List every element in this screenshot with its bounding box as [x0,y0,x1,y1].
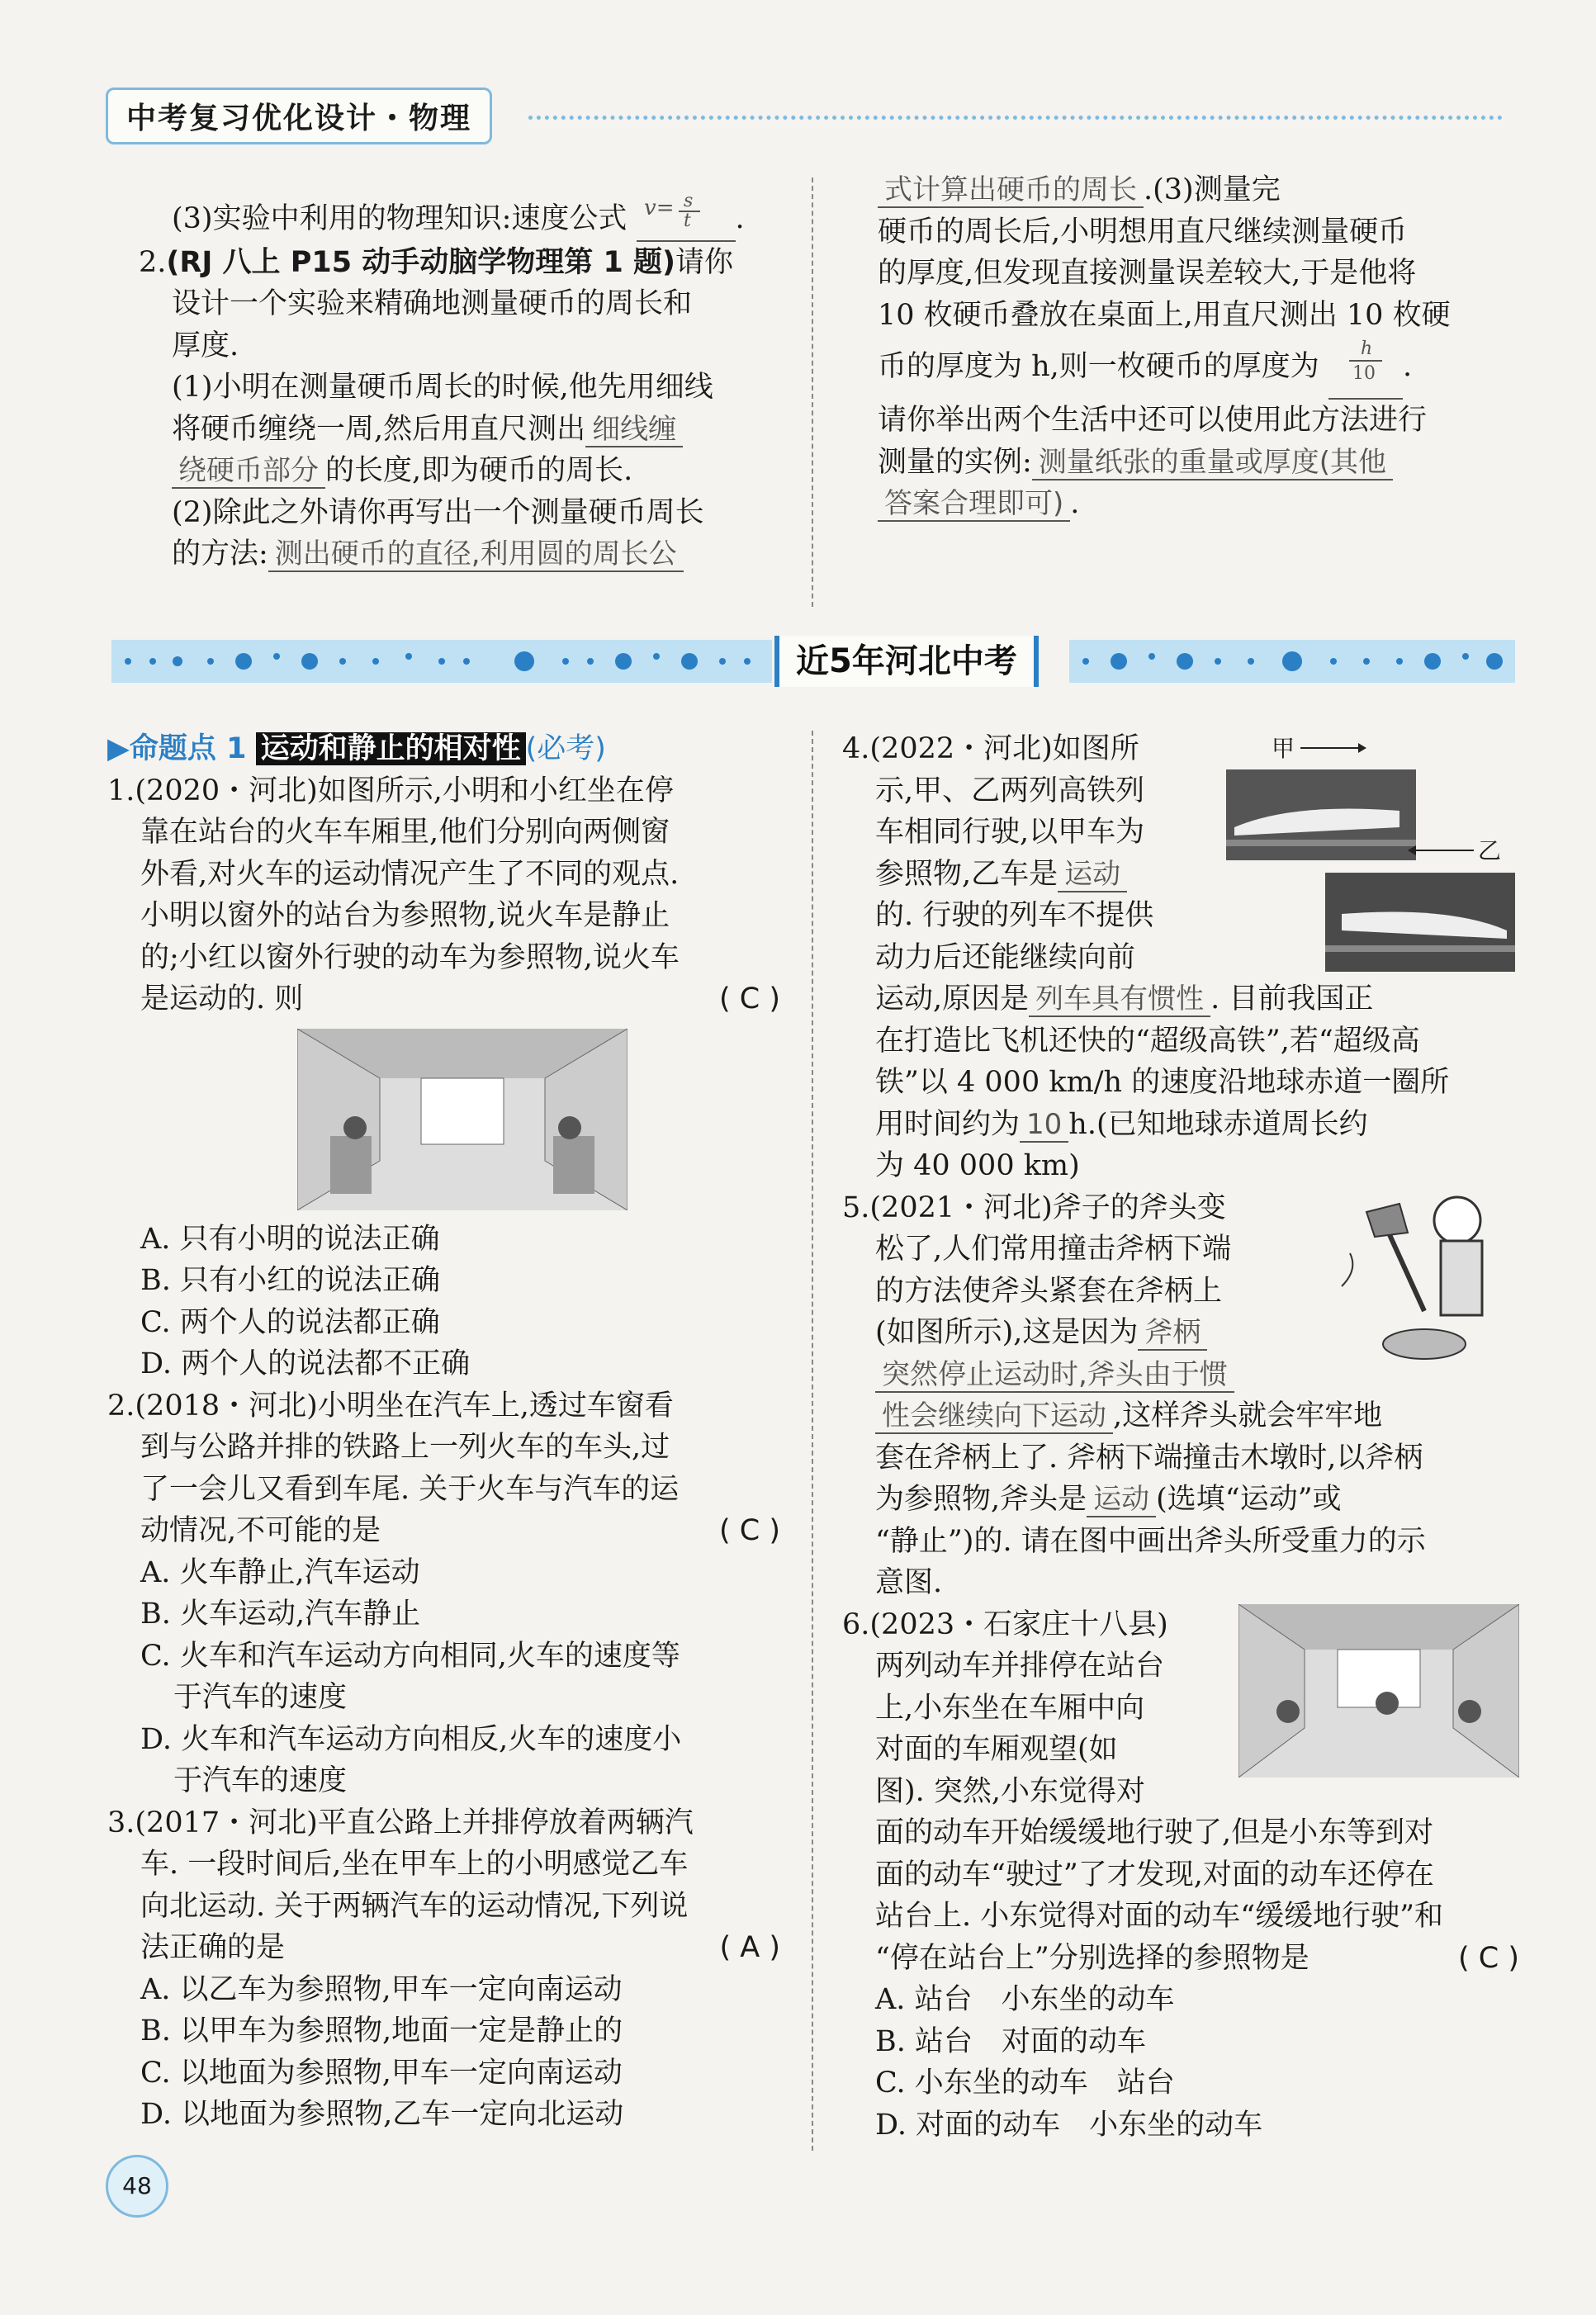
answer: 测量纸张的重量或厚度(其他 [1032,446,1393,481]
train-label-jia: 甲 [1272,735,1295,762]
punct: . [1402,350,1413,383]
q-text: . 目前我国正 [1210,982,1374,1015]
q-text: .(3)测量完 [1144,173,1281,206]
q-text: 是运动的. 则 [140,982,304,1015]
train-label-yi: 乙 [1478,837,1502,864]
q-text: 的长度,即为硬币的周长. [325,454,633,487]
q5-text-block [842,1187,1313,1396]
option: A. 火车静止,汽车运动 [140,1555,420,1589]
q-text: 法正确的是 [140,1931,286,1964]
q-text: 厚度. [172,329,239,362]
option: D. 两个人的说法都不正确 [140,1347,471,1380]
q-number: 2. [139,245,167,279]
option: C. 小东坐的动车 站台 [875,2066,1175,2100]
topic-heading [107,728,780,770]
option: C. 火车和汽车运动方向相同,火车的速度等 [140,1639,680,1673]
option: D. 以地面为参照物,乙车一定向北运动 [140,2098,624,2131]
svg-text:v=: v= [643,196,674,220]
q6-block [842,1604,1519,1813]
q4-text-block [842,728,1205,978]
topic-note: (必考) [525,732,606,765]
q-text: 动情况,不可能的是 [140,1514,381,1547]
answer: 绕硬币部分 [172,454,325,489]
q4-block [842,728,1519,978]
answer: 细线缠 [585,413,683,447]
q-text: 铁”以 4 000 km/h 的速度沿地球赤道一圈所 [875,1066,1450,1099]
option: D. 火车和汽车运动方向相反,火车的速度小 [140,1722,682,1756]
q-text: 外看,对火车的运动情况产生了不同的观点. [140,857,680,891]
banner-decoration-right [1069,640,1515,683]
q-text: h.(已知地球赤道周长约 [1068,1107,1368,1141]
q-text: 的;小红以窗外行驶的动车为参照物,说火车 [140,940,680,974]
punct: . [1070,487,1080,520]
q-text: 在打造比飞机还快的“超级高铁”,若“超级高 [875,1024,1420,1058]
q-text: 面的动车开始缓缓地行驶了,但是小东等到对 [875,1816,1434,1849]
q-text: 的. 行驶的列车不提供 [875,899,1154,932]
q-text: 车相同行驶,以甲车为 [875,816,1145,849]
q-text: 靠在站台的火车车厢里,他们分别向两侧窗 [140,816,670,849]
answer: 突然停止运动时,斧头由于惯 [875,1358,1234,1393]
answer-choice: ( C ) [1458,1941,1519,1975]
q-text: 5.(2021・河北)斧子的斧头变 [842,1191,1226,1224]
option: B. 只有小红的说法正确 [140,1264,440,1297]
option: 于汽车的速度 [173,1681,348,1714]
header-dotted-rule [528,116,1503,120]
q-text: (选填“运动”或 [1156,1483,1342,1516]
answer-choice: ( C ) [719,1514,780,1547]
top-right-column [878,169,1522,525]
option: 于汽车的速度 [173,1764,348,1797]
q-text: 两列动车并排停在站台 [875,1650,1165,1683]
q-text: 套在斧柄上了. 斧柄下端撞击木墩时,以斧柄 [875,1441,1423,1475]
q-text: (3)实验中利用的物理知识:速度公式 [172,202,628,235]
formula-answer [637,190,736,242]
q-text: 用时间约为 [875,1107,1021,1141]
q-text: 站台上. 小东觉得对面的动车“缓缓地行驶”和 [875,1900,1444,1933]
q-text: (如图所示),这是因为 [875,1316,1139,1349]
q-text: 车. 一段时间后,坐在甲车上的小明感觉乙车 [140,1848,689,1881]
section-banner [111,636,1515,687]
option: B. 火车运动,汽车静止 [140,1598,421,1631]
q-text: (2)除此之外请你再写出一个测量硬币周长 [172,495,704,529]
q-text: 硬币的周长后,小明想用直尺继续测量硬币 [878,215,1408,249]
fraction-svg [1341,336,1390,382]
q-text: 测量的实例: [878,445,1032,479]
q-text: 3.(2017・河北)平直公路上并排停放着两辆汽 [107,1806,694,1839]
q-text: 将硬币缠绕一周,然后用直尺测出 [172,412,586,446]
triangle-icon: ▶ [107,732,130,765]
q-text: 动力后还能继续向前 [875,940,1136,974]
page-number: 48 [106,2155,168,2218]
left-column [107,728,780,2136]
column-divider [812,731,813,2151]
q-text: “静止”)的. 请在图中画出斧头所受重力的示 [875,1524,1426,1558]
option: A. 站台 小东坐的动车 [875,1983,1175,2016]
answer: 斧柄 [1138,1316,1207,1351]
svg-text:t: t [683,211,691,228]
q-text: 10 枚硬币叠放在桌面上,用直尺测出 10 枚硬 [878,298,1451,332]
q-text: 小明以窗外的站台为参照物,说火车是静止 [140,899,670,932]
topic-name: 运动和静止的相对性 [256,732,526,765]
option: B. 以甲车为参照物,地面一定是静止的 [140,2014,623,2048]
q-text: 币的厚度为 h,则一枚硬币的厚度为 [878,350,1319,383]
train-jia-image [1226,769,1416,860]
option: C. 两个人的说法都正确 [140,1305,440,1339]
formula-svg [641,190,732,228]
topic-label: 命题点 1 [129,732,247,765]
q-text: 4.(2022・河北)如图所 [842,732,1139,765]
banner-decoration-left [111,640,772,683]
q-text: “停在站台上”分别选择的参照物是 [875,1941,1309,1975]
banner-strip-right [1069,640,1515,683]
svg-text:h: h [1360,338,1373,359]
q-text: ,这样斧头就会牢牢地 [1113,1399,1383,1432]
q-text: 松了,人们常用撞击斧柄下端 [875,1233,1232,1266]
figure-trains [1214,728,1519,976]
q-text: 请你 [675,245,734,279]
top-left-column [139,190,787,575]
answer: 列车具有惯性 [1029,982,1210,1017]
q5-block [842,1187,1519,1396]
q-text: 的厚度,但发现直接测量误差较大,于是他将 [878,257,1417,290]
answer: 10 [1020,1108,1068,1143]
svg-text:s: s [683,191,693,211]
option: B. 站台 对面的动车 [875,2024,1146,2058]
book-title: 中考复习优化设计・物理 [106,88,492,144]
q-text: 了一会儿又看到车尾. 关于火车与汽车的运 [140,1472,680,1506]
column-divider [812,178,813,607]
section-title: 近5年河北中考 [774,636,1039,687]
q-text: 为参照物,斧头是 [875,1483,1087,1516]
option: C. 以地面为参照物,甲车一定向南运动 [140,2056,623,2090]
q-text: 示,甲、乙两列高铁列 [875,774,1145,807]
answer: 性会继续向下运动 [875,1399,1113,1434]
header [106,87,492,144]
q-text: 2.(2018・河北)小明坐在汽车上,透过车窗看 [107,1389,674,1423]
q-source: (RJ 八上 P15 动手动脑学物理第 1 题) [166,245,676,279]
q-text: 设计一个实验来精确地测量硬币的周长和 [172,287,693,320]
q-text: 为 40 000 km) [875,1149,1080,1182]
svg-text:10: 10 [1352,363,1376,382]
q-text: 对面的车厢观望(如 [875,1733,1118,1766]
q-text: 6.(2023・石家庄十八县) [842,1607,1168,1641]
train-interior-figure-2 [1238,1604,1519,1778]
q-text: 参照物,乙车是 [875,857,1058,891]
q-text: 请你举出两个生活中还可以使用此方法进行 [878,404,1428,437]
q-text: 的方法: [172,537,268,570]
option: A. 以乙车为参照物,甲车一定向南运动 [140,1972,623,2006]
banner-strip-left [111,640,772,683]
option: D. 对面的动车 小东坐的动车 [875,2108,1263,2142]
q-text: 意图. [875,1566,943,1599]
train-yi-image [1325,873,1515,972]
q-text: 面的动车“驶过”了才发现,对面的动车还停在 [875,1858,1434,1891]
q-text: 向北运动. 关于两辆汽车的运动情况,下列说 [140,1889,689,1923]
arrow-right-icon [1300,740,1366,756]
answer-choice: ( C ) [719,982,780,1015]
train-interior-illustration [297,1029,628,1210]
arrow-left-icon [1408,842,1474,859]
answer: 测出硬币的直径,利用圆的周长公 [268,537,684,572]
right-column [842,728,1519,2146]
q-text: 的方法使斧头紧套在斧柄上 [875,1274,1223,1308]
fraction-answer [1328,336,1403,400]
q-text: 图). 突然,小东觉得对 [875,1774,1146,1808]
q-text: 上,小东坐在车厢中向 [875,1691,1145,1725]
answer: 运动 [1058,858,1127,892]
answer: 运动 [1087,1483,1156,1517]
option: A. 只有小明的说法正确 [140,1222,440,1256]
q-text: (1)小明在测量硬币周长的时候,他先用细线 [172,371,713,404]
q-text: 1.(2020・河北)如图所示,小明和小红坐在停 [107,774,674,807]
answer: 式计算出硬币的周长 [878,173,1144,208]
axe-figure [1333,1187,1507,1377]
q6-text-block [842,1604,1222,1813]
punct: . [735,202,745,235]
q-text: 运动,原因是 [875,982,1030,1015]
q-text: 到与公路并排的铁路上一列火车的车头,过 [140,1431,670,1464]
answer-choice: ( A ) [719,1931,780,1964]
answer: 答案合理即可) [878,487,1070,522]
figure-train-interior [107,1020,780,1219]
